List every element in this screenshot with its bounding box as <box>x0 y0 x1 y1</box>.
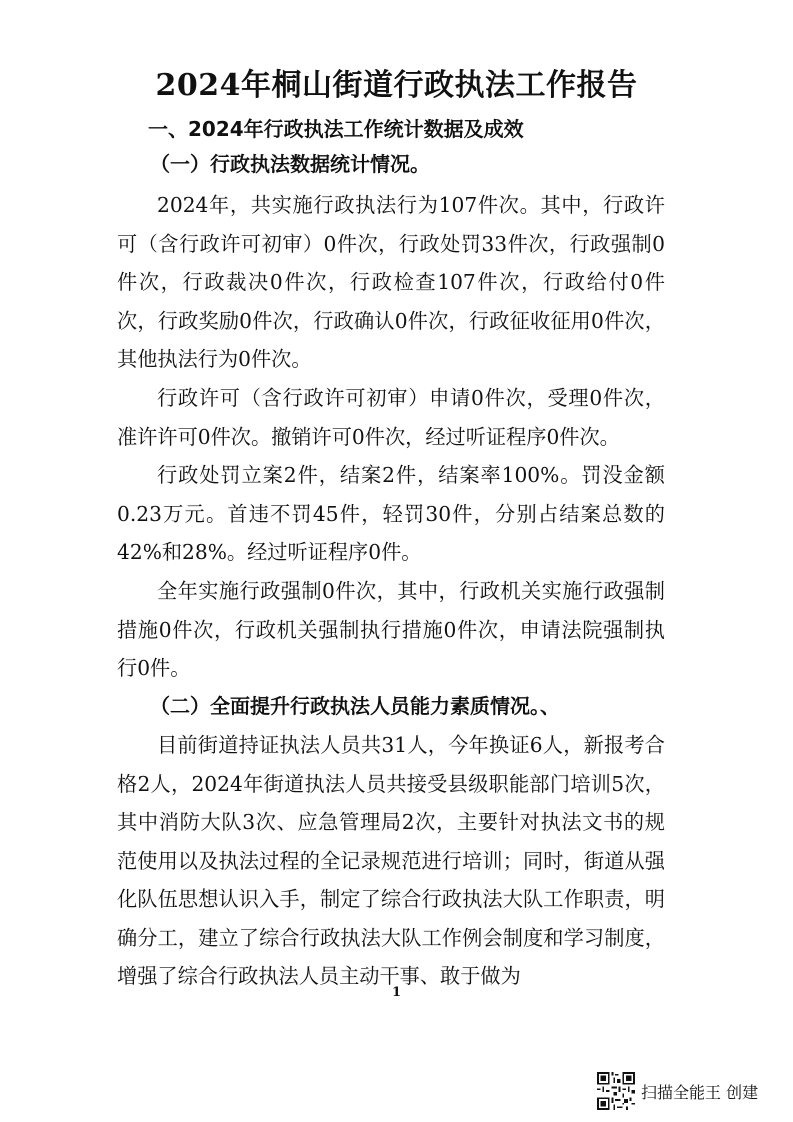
paragraph-licensing: 行政许可（含行政许可初审）申请0件次，受理0件次，准许许可0件次。撤销许可0件次，经过听证程序0件次。 <box>117 386 665 449</box>
section-heading-statistics: 一、2024年行政执法工作统计数据及成效 <box>148 117 524 141</box>
page-number: 1 <box>391 985 402 1000</box>
subsection-heading-data: （一）行政执法数据统计情况。 <box>150 152 430 176</box>
paragraph-penalties: 行政处罚立案2件，结案2件，结案率100%。罚没金额0.23万元。首违不罚45件，轻罚30件，分别占结案总数的42%和28%。经过听证程序0件。 <box>117 463 665 564</box>
paragraph-enforcement-overview: 2024年，共实施行政执法行为107件次。其中，行政许可（含行政许可初审）0件次，行政处罚33件次，行政强制0件次，行政裁决0件次，行政检查107件次，行政给付0件次，行政奖励0件次，行政确认0件次，行政征收征用0件次，其他执法行为0件次。 <box>117 193 665 371</box>
paragraph-personnel-training: 目前街道持证执法人员共31人，今年换证6人，新报考合格2人，2024年街道执法人员共接受县级职能部门培训5次，其中消防大队3次、应急管理局2次，主要针对执法文书的规范使用以及执法过程的全记录规范进行培训；同时，街道从强化队伍思想认识入手，制定了综合行政执法大队工作职责，明确分工，建立了综合行政执法大队工作例会制度和学习制度，增强了综合行政执法人员主动干事、敢于做为 <box>117 733 665 988</box>
paragraph-enforcement-measures: 全年实施行政强制0件次，其中，行政机关实施行政强制措施0件次，行政机关强制执行措施0件次，申请法院强制执行0件。 <box>117 579 665 680</box>
watermark-text: 扫描全能王 创建 <box>641 1082 759 1102</box>
scanner-watermark <box>597 1071 758 1111</box>
document-title: 2024年桐山街道行政执法工作报告 <box>155 68 638 103</box>
qr-code-icon <box>597 1072 635 1110</box>
subsection-heading-capacity: （二）全面提升行政执法人员能力素质情况。、 <box>150 694 560 718</box>
